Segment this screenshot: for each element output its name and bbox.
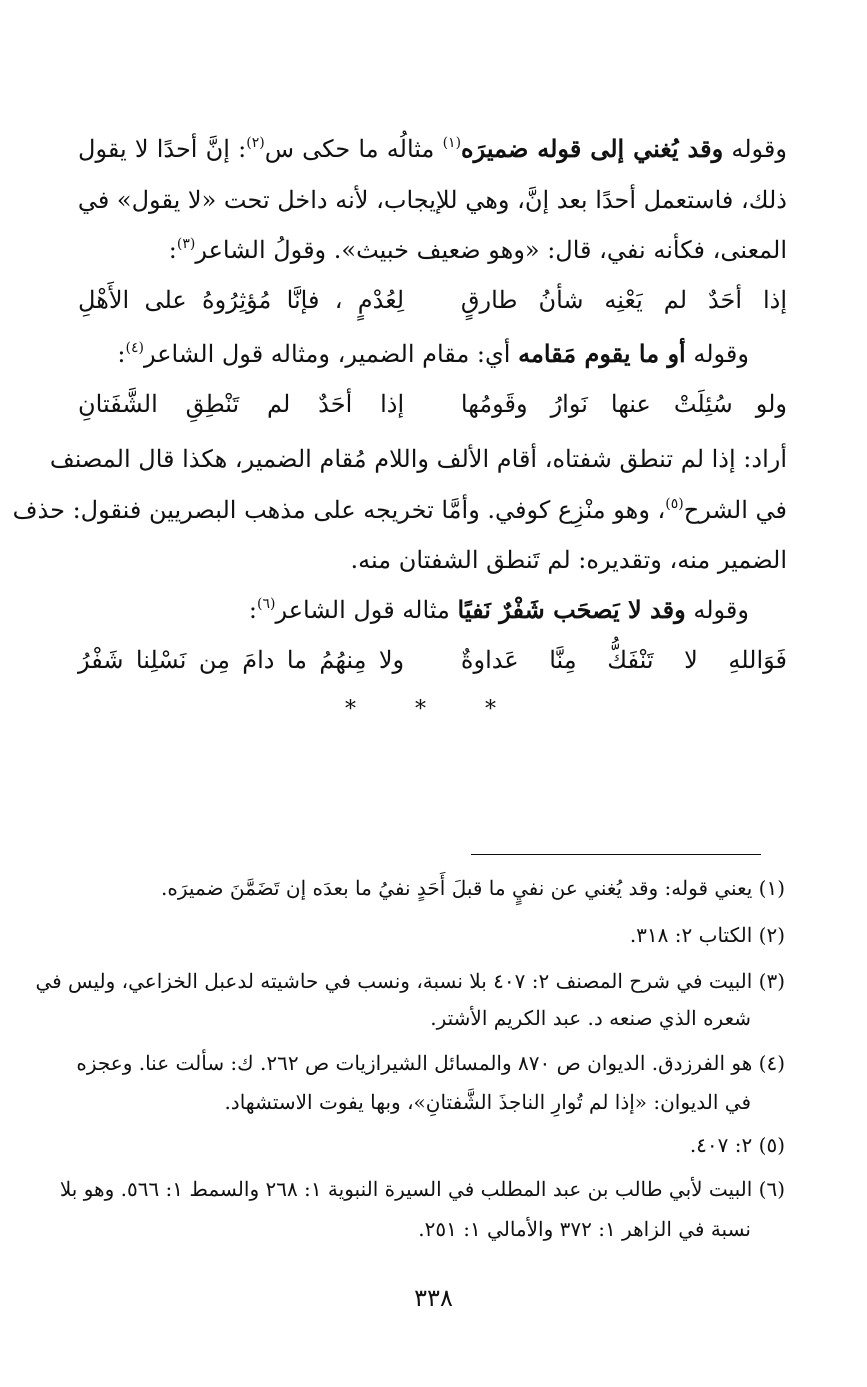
- footnote-2: (٢) الكتاب ٢: ٣١٨.: [629, 923, 785, 947]
- bold-quote: وقد يُغني إلى قوله ضميرَه: [461, 134, 724, 163]
- text-run: المعنى، فكأنه نفي، قال: «وهو ضعيف خبيث». وقولُ الشاعر: [195, 236, 787, 264]
- verse-word: أحَدٌ: [707, 286, 743, 314]
- verse-2-second-hemistich: [78, 387, 404, 421]
- verse-word: لا: [684, 646, 698, 674]
- verse-word: مِنَّا: [549, 646, 577, 674]
- verse-word: سُئِلَتْ: [673, 390, 733, 418]
- verse-word: وقَومُها: [460, 390, 528, 418]
- paragraph-line-7: الضمير منه، وتقديره: لم تَنطق الشفتان منه.: [350, 546, 787, 574]
- footnote-ref-2[interactable]: (٢): [246, 135, 265, 151]
- verse-word: الأَهْلِ: [78, 286, 130, 314]
- verse-word: عنها: [610, 390, 651, 418]
- verse-word: على: [144, 286, 187, 314]
- verse-word: شأنُ: [538, 286, 584, 314]
- verse-word: الشَّفَتانِ: [78, 390, 158, 418]
- verse-word: فإنَّا: [286, 286, 320, 314]
- footnote-ref-3[interactable]: (٣): [176, 236, 196, 252]
- paragraph-line-6: [12, 493, 787, 527]
- text-run: وقوله: [685, 596, 749, 624]
- verse-word: ما: [286, 646, 308, 674]
- text-run: مثالُه ما حكى س: [264, 135, 443, 163]
- verse-word: إذا: [762, 286, 787, 314]
- footnote-6-line-2: نسبة في الزاهر ١: ٣٧٢ والأمالي ١: ٢٥١.: [418, 1217, 751, 1241]
- paragraph-line-4: [78, 337, 787, 371]
- footnote-1: (١) يعني قوله: وقد يُغني عن نفيٍ ما قبلَ أَحَدٍ نفيُ ما بعدَه إن تَضَمَّنَ ضميرَه.: [161, 876, 785, 900]
- paragraph-line-3: [78, 233, 787, 267]
- verse-word: مِنهُمُ: [319, 646, 367, 674]
- verse-3: [78, 643, 787, 677]
- verse-word: تَنْطِقِ: [185, 390, 240, 418]
- footnote-ref-5[interactable]: (٥): [665, 496, 684, 512]
- verse-word: نَوارُ: [550, 390, 588, 418]
- verse-2: [78, 387, 787, 421]
- verse-word: مِن: [198, 646, 230, 674]
- footnote-ref-4[interactable]: (٤): [125, 340, 144, 356]
- page-number: ٣٣٨: [414, 1284, 453, 1312]
- verse-3-first-hemistich: [461, 643, 787, 677]
- text-run: في الشرح: [683, 496, 787, 524]
- footnote-4-line-1: (٤) هو الفرزدق. الديوان ص ٨٧٠ والمسائل الشيرازيات ص ٢٦٢. ك: سألت عنا. وعجزه: [76, 1051, 785, 1075]
- verse-word: لم: [663, 286, 688, 314]
- verse-3-second-hemistich: [78, 643, 404, 677]
- text-run: وقوله: [685, 340, 749, 368]
- paragraph-line-1: [78, 132, 787, 166]
- verse-1-second-hemistich: [78, 283, 404, 317]
- verse-word: طارقٍ: [460, 286, 518, 314]
- text-run: :: [117, 340, 126, 368]
- footnote-3-line-1: (٣) البيت في شرح المصنف ٢: ٤٠٧ بلا نسبة، ونسب في حاشيته لدعبل الخزاعي، وليس في: [35, 969, 785, 993]
- footnote-ref-1[interactable]: (١): [442, 135, 462, 151]
- footnote-6-line-1: (٦) البيت لأبي طالب بن عبد المطلب في السيرة النبوية ١: ٢٦٨ والسمط ١: ٥٦٦. وهو بلا: [59, 1177, 785, 1201]
- footnote-4-line-2: في الديوان: «إذا لم تُوارِ الناجذَ الشَّفتانِ»، وبها يفوت الاستشهاد.: [224, 1090, 751, 1114]
- verse-2-first-hemistich: [461, 387, 787, 421]
- paragraph-line-8: [78, 593, 787, 627]
- verse-word: فَوَاللهِ: [728, 646, 787, 674]
- footnote-ref-6[interactable]: (٦): [257, 596, 276, 612]
- verse-word: يَعْنِه: [604, 286, 643, 314]
- verse-word: إذا: [380, 390, 405, 418]
- verse-word: عَداوةٌ: [460, 646, 519, 674]
- text-run: :: [168, 236, 177, 264]
- text-run: :: [248, 596, 257, 624]
- verse-word: تَنْفَكُّ: [607, 646, 654, 674]
- bold-quote: أو ما يقوم مَقامه: [518, 339, 686, 368]
- text-run: وقوله: [723, 135, 787, 163]
- verse-word: شَفْرُ: [78, 646, 124, 674]
- verse-word: أحَدٌ: [318, 390, 353, 418]
- bold-quote: وقد لا يَصحَب شَفْرٌ نَفيًا: [457, 595, 686, 624]
- verse-1: [78, 283, 787, 317]
- verse-word: ولو: [755, 390, 787, 418]
- verse-1-first-hemistich: [461, 283, 787, 317]
- text-run: ، وهو منْزِع كوفي. وأمَّا تخريجه على مذهب البصريين فنقول: حذف: [12, 496, 666, 524]
- verse-word: لم: [267, 390, 291, 418]
- verse-word: نَسْلِنا: [135, 646, 187, 674]
- footnote-3-line-2: شعره الذي صنعه د. عبد الكريم الأشتر.: [430, 1006, 751, 1030]
- section-separator-stars: * * *: [345, 697, 522, 722]
- verse-word: لِعُدْمٍ: [357, 286, 405, 314]
- paragraph-line-5: أراد: إذا لم تنطق شفتاه، أقام الألف واللام مُقام الضمير، هكذا قال المصنف: [49, 445, 787, 473]
- text-run: مثاله قول الشاعر: [275, 596, 458, 624]
- verse-word: مُؤثِرُوهُ: [202, 286, 272, 314]
- footnote-divider: [471, 854, 761, 855]
- text-run: : إنَّ أحدًا لا يقول: [78, 135, 247, 163]
- footnote-5: (٥) ٢: ٤٠٧.: [689, 1133, 785, 1157]
- verse-word: ولا: [378, 646, 405, 674]
- paragraph-line-2: ذلك، فاستعمل أحدًا بعد إنَّ، وهي للإيجاب، لأنه داخل تحت «لا يقول» في: [77, 186, 787, 214]
- verse-word: دامَ: [242, 646, 275, 674]
- verse-word: ،: [334, 286, 343, 314]
- text-run: أي: مقام الضمير، ومثاله قول الشاعر: [143, 340, 519, 368]
